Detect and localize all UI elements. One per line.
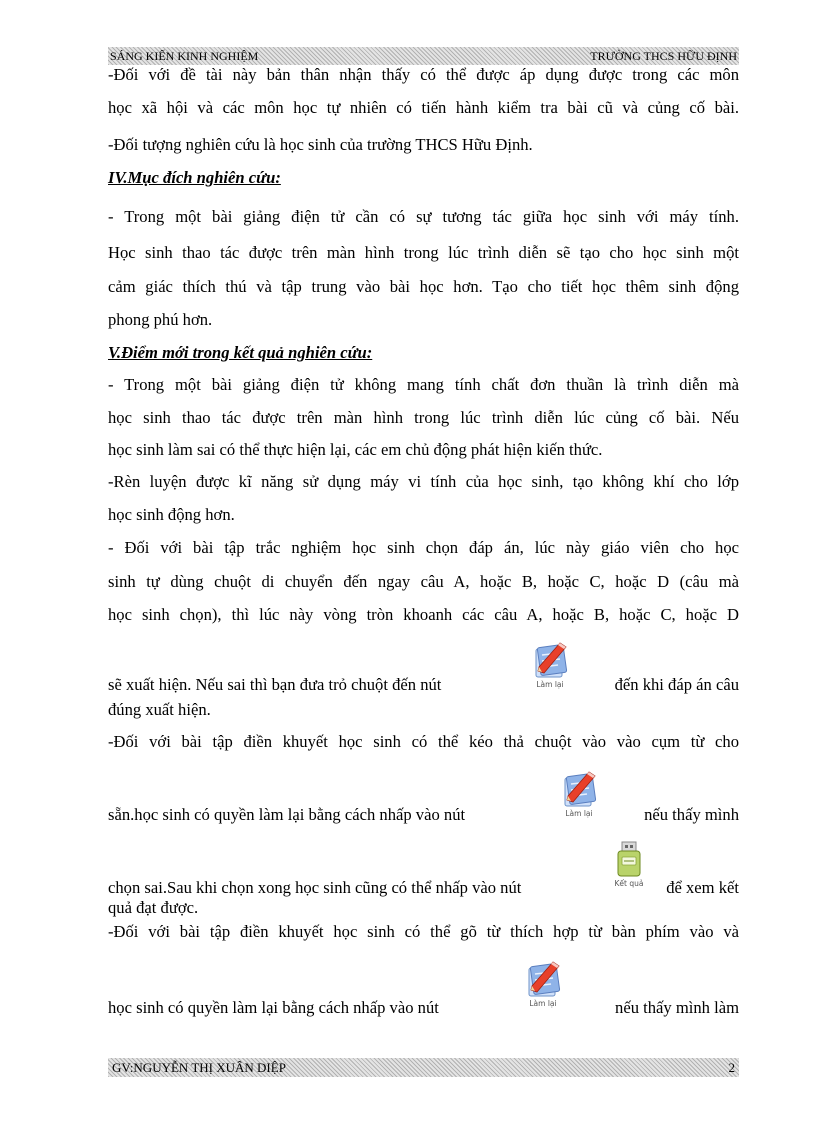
- header-left: SÁNG KIẾN KINH NGHIỆM: [110, 48, 259, 63]
- paragraph-line-with-redo-button: [108, 760, 739, 826]
- document-body: [108, 64, 739, 1019]
- paragraph-line: -Đối với bài tập điền khuyết học sinh có thể gõ từ thích hợp từ bàn phím vào và: [108, 922, 739, 941]
- paragraph-line: -Rèn luyện được kĩ năng sử dụng máy vi tính của học sinh, tạo không khí cho lớp: [108, 472, 739, 491]
- page-footer: [108, 1058, 739, 1077]
- paragraph-line: -Đối với đề tài này bản thân nhận thấy có thể được áp dụng được trong các môn: [108, 65, 739, 84]
- header-right: TRƯỜNG THCS HỮU ĐỊNH: [590, 48, 737, 63]
- section-heading-iv: IV.Mục đích nghiên cứu:: [108, 168, 281, 187]
- line-text: [108, 877, 739, 899]
- line-text-before: sẵn.học sinh có quyền làm lại bằng cách nhấp vào nút: [108, 805, 466, 824]
- paragraph-line: học sinh làm sai có thể thực hiện lại, các em chủ động phát hiện kiến thức.: [108, 440, 603, 459]
- line-text-before: sẽ xuất hiện. Nếu sai thì bạn đưa trỏ chuột đến nút: [108, 675, 442, 694]
- paragraph-line: đúng xuất hiện.: [108, 700, 211, 719]
- line-text-after: để xem kết: [666, 878, 739, 897]
- paragraph-line: học sinh động hơn.: [108, 505, 235, 524]
- page-number: 2: [728, 1059, 735, 1075]
- paragraph-line: Học sinh thao tác được trên màn hình trong lúc trình diễn sẽ tạo cho học sinh một: [108, 243, 739, 262]
- redo-button-label: Làm lại: [565, 809, 593, 818]
- paragraph-line: -Đối với bài tập điền khuyết học sinh có thể kéo thả chuột vào vào cụm từ cho: [108, 732, 739, 751]
- paragraph-line-with-redo-button: [108, 631, 739, 696]
- usb-drive-icon: [612, 840, 646, 878]
- redo-button-label: Làm lại: [536, 680, 564, 689]
- paragraph-line: - Đối với bài tập trắc nghiệm học sinh chọn đáp án, lúc này giáo viên cho học: [108, 538, 739, 557]
- section-heading-v: V.Điểm mới trong kết quả nghiên cứu:: [108, 343, 373, 362]
- paragraph-line: học sinh thao tác được trên màn hình trong lúc trình diễn lúc củng cố bài. Nếu: [108, 408, 739, 427]
- line-text-after: nếu thấy mình làm: [615, 998, 739, 1017]
- line-text-before: chọn sai.Sau khi chọn xong học sinh cũng có thể nhấp vào nút: [108, 878, 522, 897]
- line-text: [108, 997, 739, 1019]
- line-text-after: nếu thấy mình: [644, 805, 739, 824]
- paragraph-line: quả đạt được.: [108, 898, 199, 917]
- page-header: [108, 47, 739, 65]
- line-text: [108, 674, 739, 696]
- paragraph-line: sinh tự dùng chuột di chuyển đến ngay câu A, hoặc B, hoặc C, hoặc D (câu mà: [108, 572, 739, 591]
- paragraph-line-with-result-button: [108, 826, 739, 899]
- line-text-after: đến khi đáp án câu: [614, 675, 739, 694]
- footer-author: GV:NGUYỄN THỊ XUÂN DIỆP: [112, 1059, 286, 1075]
- paragraph-line: học xã hội và các môn học tự nhiên có tiến hành kiểm tra bài cũ và củng cố bài.: [108, 98, 739, 117]
- paragraph-line: - Trong một bài giảng điện tử không mang tính chất đơn thuần là trình diễn mà: [108, 375, 739, 394]
- paragraph-line: phong phú hơn.: [108, 310, 213, 329]
- paragraph-line-with-redo-button: [108, 947, 739, 1019]
- pencil-notepad-icon: [559, 770, 599, 808]
- line-text: [108, 804, 739, 826]
- line-text-before: học sinh có quyền làm lại bằng cách nhấp vào nút: [108, 998, 439, 1017]
- redo-button-label: Làm lại: [529, 999, 557, 1008]
- result-button-label: Kết quả: [614, 879, 644, 888]
- pencil-notepad-icon: [523, 960, 563, 998]
- paragraph-line: -Đối tượng nghiên cứu là học sinh của trường THCS Hữu Định.: [108, 135, 533, 154]
- paragraph-line: - Trong một bài giảng điện tử cần có sự tương tác giữa học sinh với máy tính.: [108, 207, 739, 226]
- paragraph-line: học sinh chọn), thì lúc này vòng tròn khoanh các câu A, hoặc B, hoặc C, hoặc D: [108, 605, 739, 624]
- paragraph-line: cảm giác thích thú và tập trung vào bài học hơn. Tạo cho tiết học thêm sinh động: [108, 277, 739, 296]
